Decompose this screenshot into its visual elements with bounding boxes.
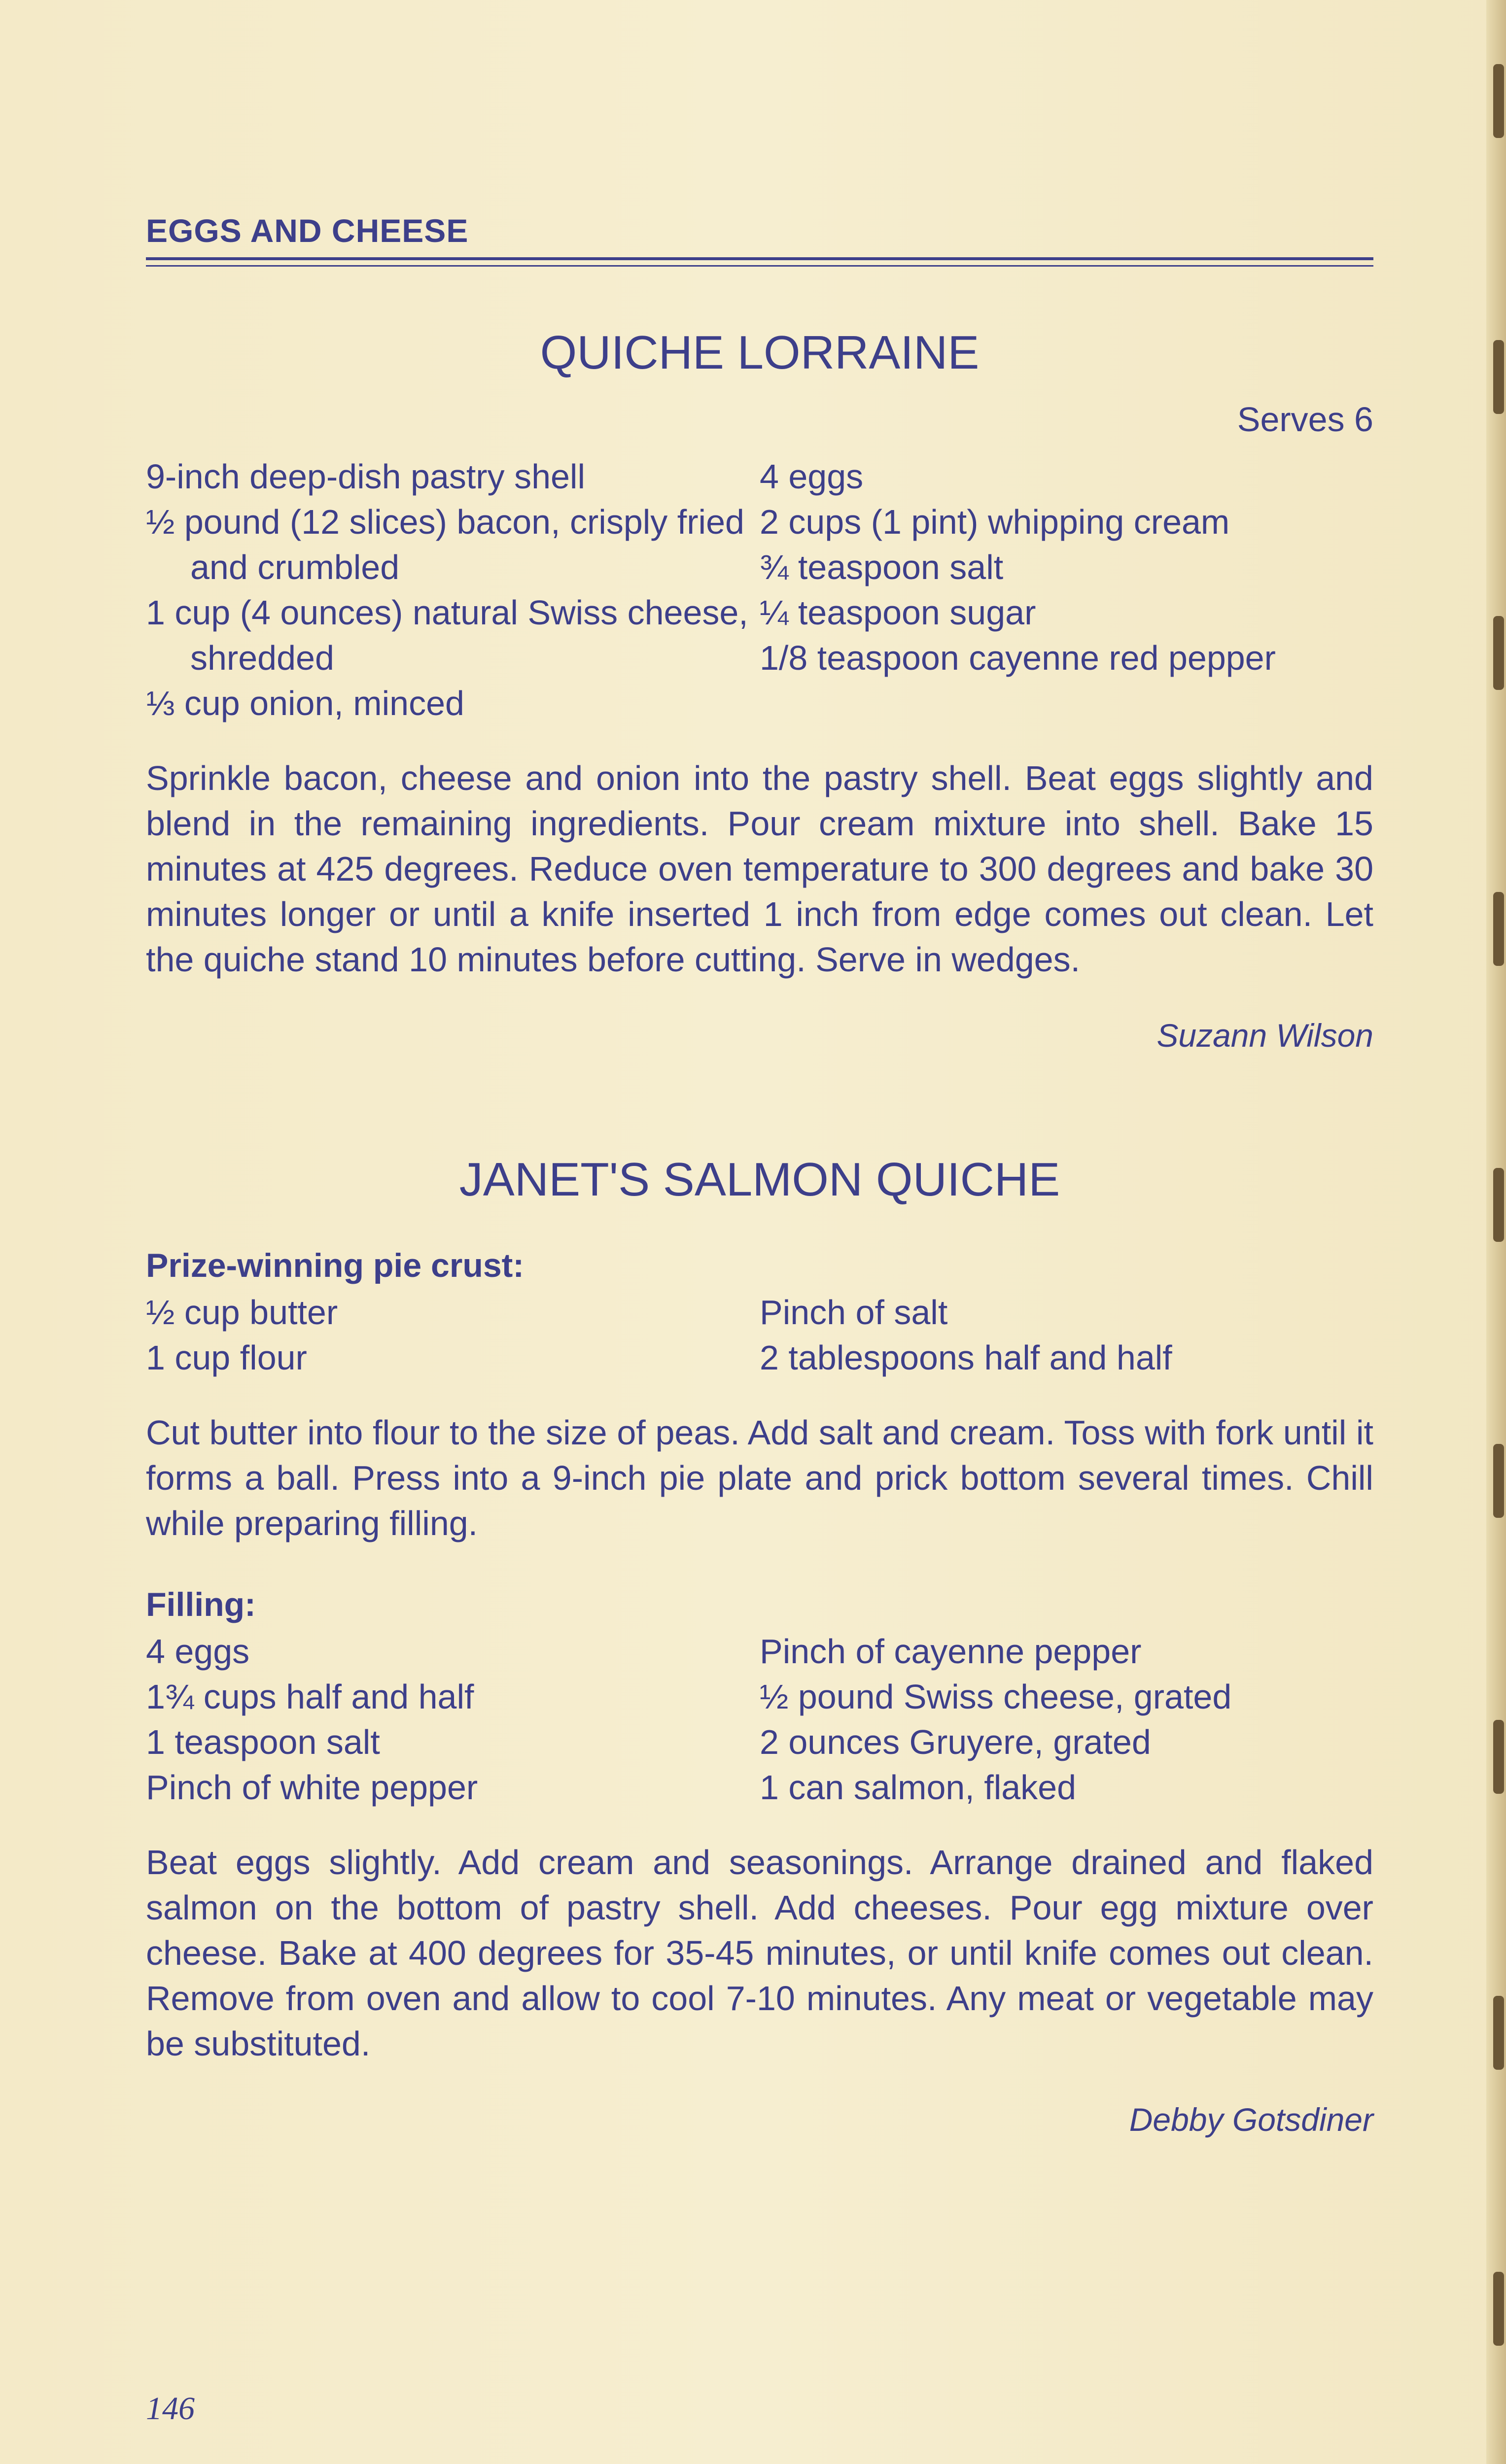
ingredient-item: ¾ teaspoon salt: [760, 548, 1004, 586]
binding-ring: [1493, 1996, 1504, 2070]
ingredient-column-right: [760, 1629, 1373, 1810]
ingredient-item: ½ pound (12 slices) bacon, crisply fried and crumbled: [146, 503, 744, 586]
ingredient-item: 2 ounces Gruyere, grated: [760, 1723, 1151, 1761]
ingredient-item: 1 teaspoon salt: [146, 1723, 380, 1761]
binding-ring: [1493, 616, 1504, 690]
recipe-author: Suzann Wilson: [1156, 1017, 1373, 1054]
recipe-directions: Sprinkle bacon, cheese and onion into the pastry shell. Beat eggs slightly and blend in the remaining ingredients. Pour cream mixture into shell. Bake 15 minutes at 425 degrees. Reduce oven temperature to 300 degrees and bake 30 minutes longer or until a knife inserted 1 inch from edge comes out clean. Let the quiche stand 10 minutes before cutting. Serve in wedges.: [146, 759, 1373, 979]
filling-ingredient-list: [146, 1629, 1373, 1810]
ingredient-item: 4 eggs: [760, 457, 864, 496]
ingredient-item: 1¾ cups half and half: [146, 1677, 474, 1716]
ingredient-item: Pinch of salt: [760, 1293, 948, 1332]
ingredient-column-right: [760, 454, 1373, 726]
recipe-title: JANET'S SALMON QUICHE: [459, 1153, 1060, 1206]
ingredient-item: Pinch of cayenne pepper: [760, 1632, 1142, 1671]
filling-directions: Beat eggs slightly. Add cream and seasonings. Arrange drained and flaked salmon on the bottom of pastry shell. Add cheeses. Pour egg mixture over cheese. Bake at 400 degrees for 35-45 minutes, or until knife comes out clean. Remove from oven and allow to cool 7-10 minutes. Any meat or vegetable may be substituted.: [146, 1843, 1373, 2063]
binding-ring: [1493, 892, 1504, 966]
section-header: EGGS AND CHEESE: [146, 212, 469, 249]
binding-ring: [1493, 340, 1504, 414]
filling-heading: Filling:: [146, 1586, 256, 1623]
header-rule-thin: [146, 265, 1373, 267]
ingredient-item: ¼ teaspoon sugar: [760, 593, 1036, 632]
binding-ring: [1493, 2272, 1504, 2346]
ingredient-list: [146, 454, 1373, 726]
ingredient-item: ½ cup butter: [146, 1293, 338, 1332]
ingredient-column-right: [760, 1290, 1373, 1380]
binding-ring: [1493, 64, 1504, 138]
ingredient-item: 1 can salmon, flaked: [760, 1768, 1077, 1807]
ingredient-item: 1/8 teaspoon cayenne red pepper: [760, 639, 1276, 677]
crust-directions: Cut butter into flour to the size of peas. Add salt and cream. Toss with fork until it forms a ball. Press into a 9-inch pie plate and prick bottom several times. Chill while preparing filling.: [146, 1413, 1373, 1542]
header-rule: [146, 257, 1373, 260]
binding-ring: [1493, 1444, 1504, 1518]
ingredient-column-left: [146, 454, 760, 726]
binding-ring: [1493, 1720, 1504, 1794]
recipe-title: QUICHE LORRAINE: [540, 326, 980, 379]
ingredient-item: ½ pound Swiss cheese, grated: [760, 1677, 1232, 1716]
serves-count: Serves 6: [1237, 400, 1373, 439]
crust-ingredient-list: [146, 1290, 1373, 1380]
ingredient-item: 9-inch deep-dish pastry shell: [146, 457, 586, 496]
ingredient-item: 2 tablespoons half and half: [760, 1338, 1172, 1377]
ingredient-item: Pinch of white pepper: [146, 1768, 478, 1807]
ingredient-item: 4 eggs: [146, 1632, 250, 1671]
ingredient-item: ⅓ cup onion, minced: [146, 684, 464, 722]
ingredient-item: 1 cup flour: [146, 1338, 307, 1377]
page-number: 146: [146, 2391, 195, 2427]
ingredient-item: 2 cups (1 pint) whipping cream: [760, 503, 1230, 541]
spiral-binding: [1486, 0, 1506, 2464]
page-content: [146, 212, 1373, 2138]
recipe-author: Debby Gotsdiner: [1129, 2101, 1373, 2138]
ingredient-item: 1 cup (4 ounces) natural Swiss cheese, shredded: [146, 593, 748, 677]
binding-ring: [1493, 1168, 1504, 1242]
ingredient-column-left: [146, 1290, 760, 1380]
crust-heading: Prize-winning pie crust:: [146, 1247, 524, 1284]
ingredient-column-left: [146, 1629, 760, 1810]
